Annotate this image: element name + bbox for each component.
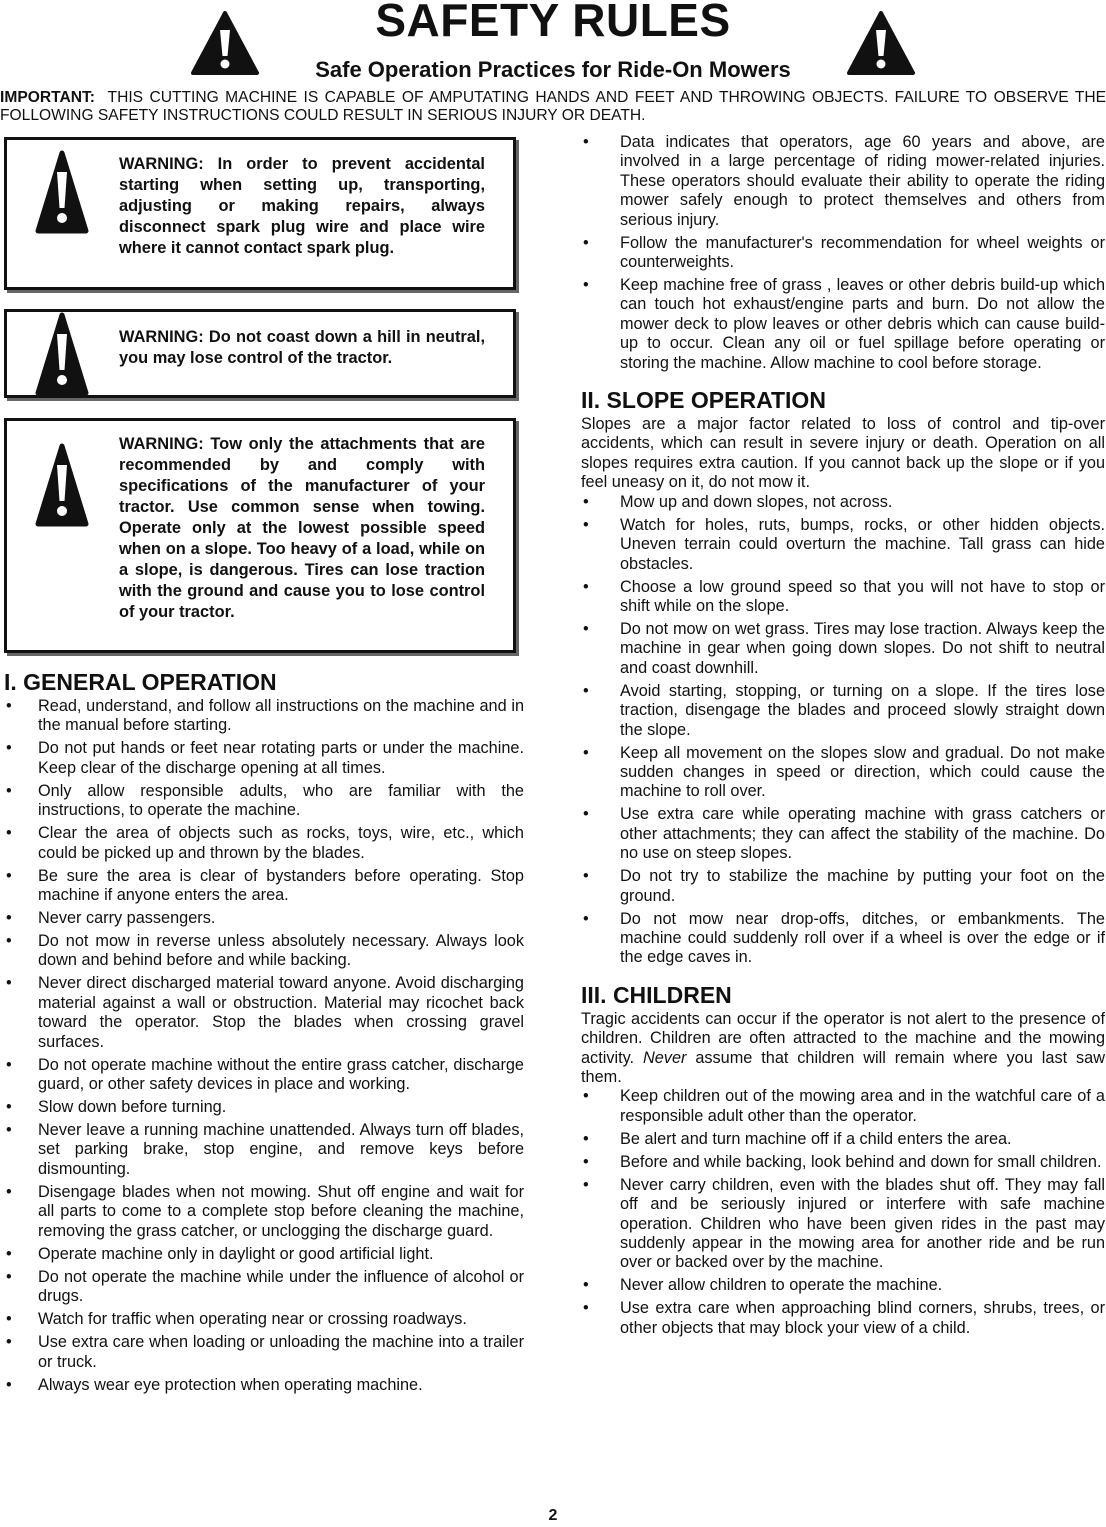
list-item: • Disengage blades when not mowing. Shut off engine and wait for all parts to come to a complete stop before cleaning the machine, removing the grass catcher, or unclogging the discharge guard. [6, 1182, 524, 1240]
list-item: • Only allow responsible adults, who are familiar with the instructions, to operate the machine. [6, 781, 524, 820]
warning-exclamation-icon [35, 150, 89, 236]
section-general-operation [4, 669, 524, 1399]
list-item: • Keep all movement on the slopes slow and gradual. Do not make sudden changes in speed or direction, which could cause the machine to roll over. [583, 743, 1105, 801]
warning-text: WARNING: In order to prevent accidental starting when setting up, transporting, adjusting or making repairs, always disconnect spark plug wire and place wire where it cannot contact spark plug. [119, 155, 485, 257]
list-item: • Keep machine free of grass , leaves or other debris build-up which can touch hot exhaust/engine parts and burn. Do not allow the mower deck to plow leaves or other debris which can cause build-up to occur. Clean any oil or fuel spillage before operating or storing the machine. Allow machine to cool before storage. [583, 276, 1105, 372]
list-item: • Do not mow in reverse unless absolutely necessary. Always look down and behind before and while backing. [6, 932, 524, 970]
list-item: • Data indicates that operators, age 60 years and above, are involved in a large percentage of riding mower-related injuries. These operators should evaluate their ability to operate the riding mower safely enough to protect themselves and others from serious injury. [583, 133, 1105, 229]
warning-text: WARNING: Tow only the attachments that are recommended by and comply with specifications of the manufacturer of your tractor. Use common sense when towing. Operate only at the lowest possible speed when on a slope. Too heavy of a load, while on a slope, is dangerous. Tires can lose traction with the ground and cause you to lose control of your tractor. [119, 435, 485, 621]
warning-exclamation-icon [35, 312, 89, 398]
list-item: • Never carry passengers. [6, 909, 216, 928]
section-intro: Tragic accidents can occur if the operator is not alert to the presence of children. Children are often attracted to the machine and the mowing activity. Never assume that children will remain where you last saw them. [581, 1009, 1105, 1086]
general-operation-list [4, 697, 524, 1395]
children-list [581, 1087, 1105, 1338]
list-item: • Before and while backing, look behind and down for small children. [583, 1152, 1102, 1171]
list-item: • Do not try to stabilize the machine by putting your foot on the ground. [583, 867, 1105, 905]
list-item: • Be sure the area is clear of bystanders before operating. Stop machine if anyone enters the area. [6, 866, 524, 905]
list-item: • Do not mow on wet grass. Tires may lose traction. Always keep the machine in gear when going down slopes. Do not shift to neutral and coast downhill. [583, 619, 1105, 677]
section-slope-operation [581, 387, 1105, 968]
list-item: • Never direct discharged material toward anyone. Avoid discharging material against a wall or obstruction. Material may ricochet back toward the operator. Stop the blades when crossing gravel surfaces. [6, 974, 524, 1051]
slope-operation-list [581, 493, 1105, 968]
list-item: • Operate machine only in daylight or good artificial light. [6, 1244, 434, 1263]
warning-exclamation-icon [35, 443, 89, 529]
list-item: • Use extra care when loading or unloading the machine into a trailer or truck. [6, 1333, 524, 1371]
list-item: • Watch for holes, ruts, bumps, rocks, or other hidden objects. Uneven terrain could overturn the machine. Tall grass can hide obstacles. [583, 515, 1105, 573]
section-intro: Slopes are a major factor related to loss of control and tip-over accidents, which can result in severe injury or death. Operation on all slopes requires extra caution. If you cannot back up the slope or if you feel uneasy on it, do not mow it. [581, 415, 1105, 492]
section-title: II. SLOPE OPERATION [581, 387, 826, 414]
list-item: • Choose a low ground speed so that you will not have to stop or shift while on the slope. [583, 577, 1105, 615]
list-item: • Mow up and down slopes, not across. [583, 492, 893, 511]
important-text: THIS CUTTING MACHINE IS CAPABLE OF AMPUTATING HANDS AND FEET AND THROWING OBJECTS. FAILURE TO OBSERVE THE FOLLOWING SAFETY INSTRUCTIONS COULD RESULT IN SERIOUS INJURY OR DEATH. [0, 89, 1106, 124]
list-item: • Clear the area of objects such as rocks, toys, wire, etc., which could be picked up and thrown by the blades. [6, 824, 524, 862]
list-item: • Do not mow near drop-offs, ditches, or embankments. The machine could suddenly roll over if a wheel is over the edge or if the edge caves in. [583, 909, 1105, 967]
page-number: 2 [548, 1507, 558, 1524]
list-item: • Do not operate the machine while under the influence of alcohol or drugs. [6, 1267, 524, 1306]
warning-box-spark-plug [4, 137, 516, 290]
list-item: • Never leave a running machine unattended. Always turn off blades, set parking brake, stop engine, and remove keys before dismounting. [6, 1121, 524, 1178]
list-item: • Avoid starting, stopping, or turning on a slope. If the tires lose traction, disengage the blades and proceed slowly straight down the slope. [583, 681, 1105, 739]
warning-box-coast-downhill [4, 309, 516, 398]
page-subtitle: Safe Operation Practices for Ride-On Mowers [315, 57, 791, 82]
list-item: • Be alert and turn machine off if a child enters the area. [583, 1129, 1012, 1148]
list-item: • Use extra care while operating machine with grass catchers or other attachments; they can affect the stability of the machine. Do no use on steep slopes. [583, 805, 1105, 863]
list-item: • Watch for traffic when operating near or crossing roadways. [6, 1310, 467, 1329]
list-item: • Keep children out of the mowing area and in the watchful care of a responsible adult other than the operator. [583, 1087, 1105, 1125]
list-item: • Always wear eye protection when operating machine. [6, 1375, 423, 1394]
list-item: • Use extra care when approaching blind corners, shrubs, trees, or other objects that may block your view of a child. [583, 1299, 1105, 1337]
list-item: • Slow down before turning. [6, 1098, 227, 1117]
page-title: SAFETY RULES [375, 0, 731, 46]
general-operation-continued-list [581, 133, 1105, 373]
section-title: I. GENERAL OPERATION [4, 669, 277, 695]
list-item: • Never allow children to operate the machine. [583, 1276, 943, 1295]
right-column [581, 133, 1105, 1342]
important-notice [0, 89, 1106, 125]
list-item: • Do not put hands or feet near rotating parts or under the machine. Keep clear of the discharge opening at all times. [6, 739, 524, 777]
list-item: • Never carry children, even with the blades shut off. They may fall off and be seriously injured or interfere with safe machine operation. Children who have been given rides in the past may suddenly appear in the mowing area for another ride and be run over or backed over by the machine. [583, 1175, 1105, 1272]
important-label: IMPORTANT: [0, 89, 95, 106]
list-item: • Follow the manufacturer's recommendation for wheel weights or counterweights. [583, 233, 1105, 272]
warning-text: WARNING: Do not coast down a hill in neutral, you may lose control of the tractor. [119, 328, 485, 367]
section-children [581, 982, 1105, 1338]
list-item: • Read, understand, and follow all instructions on the machine and in the manual before starting. [6, 697, 524, 735]
section-title: III. CHILDREN [581, 981, 732, 1008]
warning-box-towing [4, 418, 516, 653]
list-item: • Do not operate machine without the entire grass catcher, discharge guard, or other safety devices in place and working. [6, 1055, 524, 1094]
